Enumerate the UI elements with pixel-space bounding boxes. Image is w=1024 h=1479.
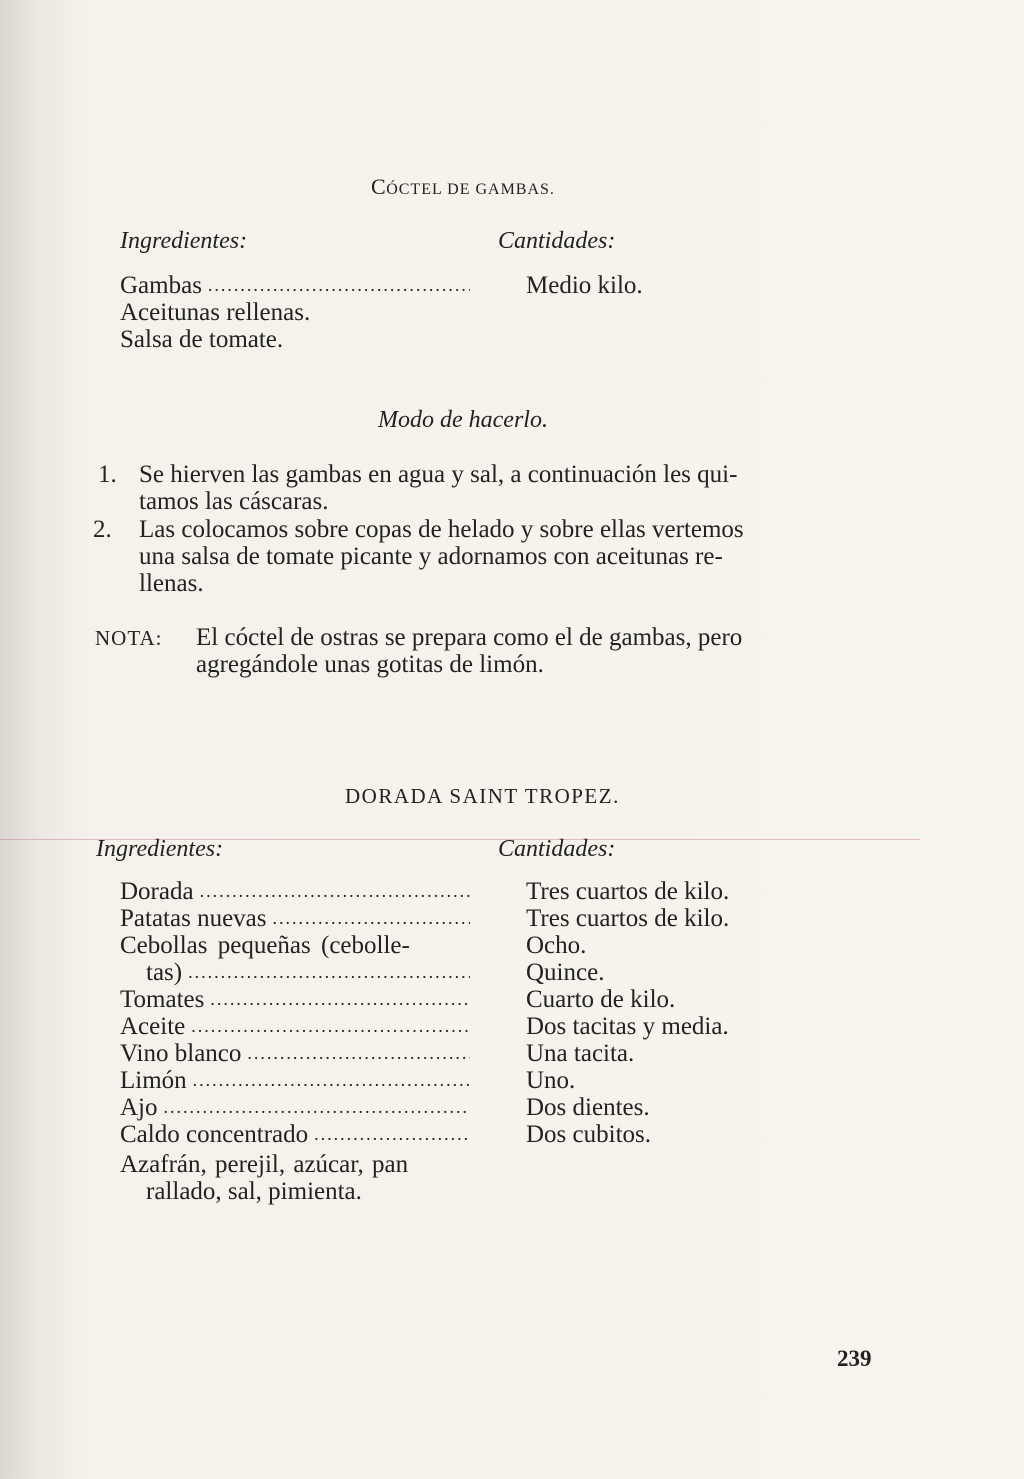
quantities-label: Cantidades: [498, 836, 616, 862]
ingredient-quantity: Ocho. [526, 932, 587, 959]
ingredient-row [120, 1094, 470, 1121]
ingredient-quantity: Tres cuartos de kilo. [526, 878, 730, 905]
step-line: Las colocamos sobre copas de helado y sobre ellas vertemos [139, 516, 744, 543]
ingredient-quantity: Una tacita. [526, 1040, 635, 1067]
ingredient-row [120, 905, 470, 932]
ingredient-quantity: Dos cubitos. [526, 1121, 651, 1148]
ingredient-row [120, 1013, 470, 1040]
ingredient-name: Salsa de tomate. [120, 326, 284, 353]
ingredient-name: rallado, sal, pimienta. [146, 1178, 362, 1205]
dot-leader [164, 1094, 471, 1121]
dot-leader [314, 1121, 470, 1148]
dot-leader [200, 878, 470, 905]
ingredient-name: Tomates [120, 986, 205, 1013]
ingredient-name: Ajo [120, 1094, 158, 1121]
ingredient-name: Gambas [120, 272, 202, 299]
step-line: llenas. [139, 570, 204, 597]
ingredient-name: Caldo concentrado [120, 1121, 309, 1148]
ingredient-quantity: Medio kilo. [526, 272, 643, 299]
dot-leader [210, 986, 470, 1013]
quantities-label: Cantidades: [498, 228, 616, 254]
ingredients-label: Ingredientes: [96, 836, 224, 862]
ingredient-name: tas) [146, 959, 183, 986]
step-number: 2. [93, 516, 112, 543]
ingredient-quantity: Tres cuartos de kilo. [526, 905, 730, 932]
page-number: 239 [837, 1346, 872, 1371]
ingredient-row [120, 1067, 470, 1094]
ingredient-row [120, 1121, 470, 1148]
recipe-title [371, 174, 555, 200]
ingredient-name: Vino blanco [120, 1040, 242, 1067]
ingredient-name: Limón [120, 1067, 187, 1094]
ingredient-row [120, 986, 470, 1013]
note-line: El cóctel de ostras se prepara como el de gambas, pero [196, 624, 743, 651]
ingredient-quantity: Dos tacitas y media. [526, 1013, 729, 1040]
ingredients-label: Ingredientes: [120, 228, 248, 254]
dot-leader [191, 1013, 470, 1040]
ingredient-quantity: Cuarto de kilo. [526, 986, 676, 1013]
title-rest: ÓCTEL DE GAMBAS. [386, 181, 555, 198]
ingredient-row [120, 878, 470, 905]
ingredient-name: Aceite [120, 1013, 186, 1040]
note-line: agregándole unas gotitas de limón. [196, 651, 544, 678]
ingredient-quantity: Dos dientes. [526, 1094, 650, 1121]
step-number: 1. [98, 461, 117, 488]
ingredient-row [120, 1040, 470, 1067]
ingredient-name: Patatas nuevas [120, 905, 267, 932]
title-initial: C [371, 174, 387, 199]
ingredient-name: Aceitunas rellenas. [120, 299, 311, 326]
dot-leader [272, 905, 470, 932]
note-label: NOTA: [95, 626, 163, 650]
ingredient-row [120, 272, 470, 299]
ingredient-row [146, 959, 470, 986]
ingredient-name: Dorada [120, 878, 194, 905]
method-title: Modo de hacerlo. [378, 407, 548, 433]
dot-leader [193, 1067, 470, 1094]
dot-leader [188, 959, 470, 986]
step-line: una salsa de tomate picante y adornamos con aceitunas re- [139, 543, 723, 570]
ingredient-name: Cebollas pequeñas (cebolle- [120, 932, 410, 959]
dot-leader [247, 1040, 470, 1067]
ingredient-name: Azafrán, perejil, azúcar, pan [120, 1151, 409, 1178]
ingredient-quantity: Quince. [526, 959, 605, 986]
dot-leader [208, 272, 470, 299]
recipe-title: DORADA SAINT TROPEZ. [345, 784, 620, 808]
ingredient-quantity: Uno. [526, 1067, 576, 1094]
step-line: tamos las cáscaras. [139, 488, 329, 515]
step-line: Se hierven las gambas en agua y sal, a continuación les qui- [139, 461, 738, 488]
